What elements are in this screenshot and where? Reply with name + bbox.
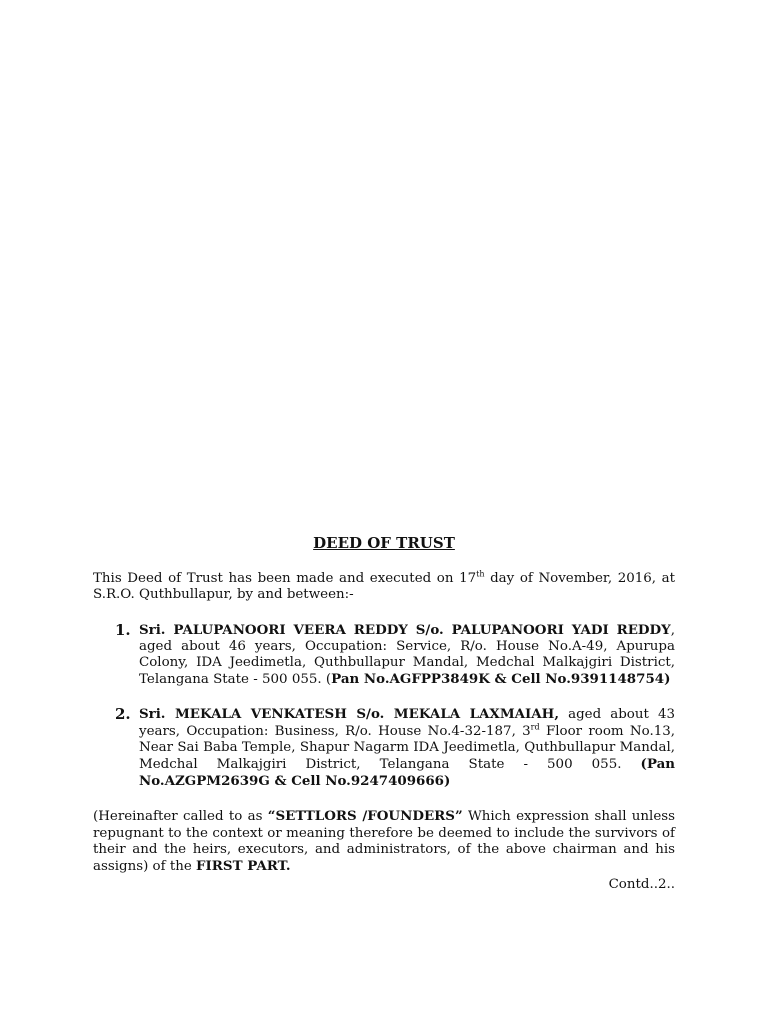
party-1	[93, 622, 675, 689]
document-title: DEED OF TRUST	[313, 534, 455, 552]
settlors-label: “SETTLORS /FOUNDERS”	[267, 808, 463, 825]
party-details: , aged about 46 years, Occupation: Service, R/o. House No.A-49, Apurupa Colony, IDA Jeedimetla, Quthbullapur Mandal, Medchal Malkajgiri District, Telangana State - 500 055. (	[139, 622, 675, 688]
party-number: 2.	[115, 705, 131, 724]
floor-ordinal-suffix: rd	[530, 722, 540, 732]
party-details: aged about 43 years, Occupation: Business, R/o. House No.4-32-187, 3	[139, 707, 676, 739]
party-number: 1.	[115, 620, 131, 639]
intro-text: This Deed of Trust has been made and executed on 17	[93, 571, 477, 587]
closing-text-continued: Which expression shall unless repugnant to the context or meaning therefore be deemed to include the survivors of their and the heirs, executors, and administrators, of the above chairman and his assigns) of the	[93, 809, 675, 875]
closing-text: (Hereinafter called to as	[93, 809, 268, 825]
continued-marker: Contd..2..	[608, 877, 675, 893]
first-part-label: FIRST PART.	[196, 858, 291, 875]
party-name: Sri. PALUPANOORI VEERA REDDY S/o. PALUPANOORI YADI REDDY	[139, 621, 671, 638]
party-2	[93, 706, 675, 790]
party-name: Sri. MEKALA VENKATESH S/o. MEKALA LAXMAIAH,	[139, 706, 559, 723]
document-page	[93, 535, 675, 893]
intro-paragraph	[93, 571, 675, 603]
party-ids: (Pan No.AZGPM2639G & Cell No.9247409666)	[139, 756, 675, 790]
party-ids: Pan No.AGFPP3849K & Cell No.9391148754)	[331, 671, 671, 688]
intro-ordinal-suffix: th	[476, 569, 485, 579]
intro-text-continued: day of November, 2016, at S.R.O. Quthbullapur, by and between:-	[93, 571, 675, 603]
party-details-continued: Floor room No.13, Near Sai Baba Temple, Shapur Nagarm IDA Jeedimetla, Quthbullapur Mandal, Medchal Malkajgiri District, Telangana State - 500 055.	[139, 723, 675, 773]
closing-paragraph	[93, 808, 675, 875]
